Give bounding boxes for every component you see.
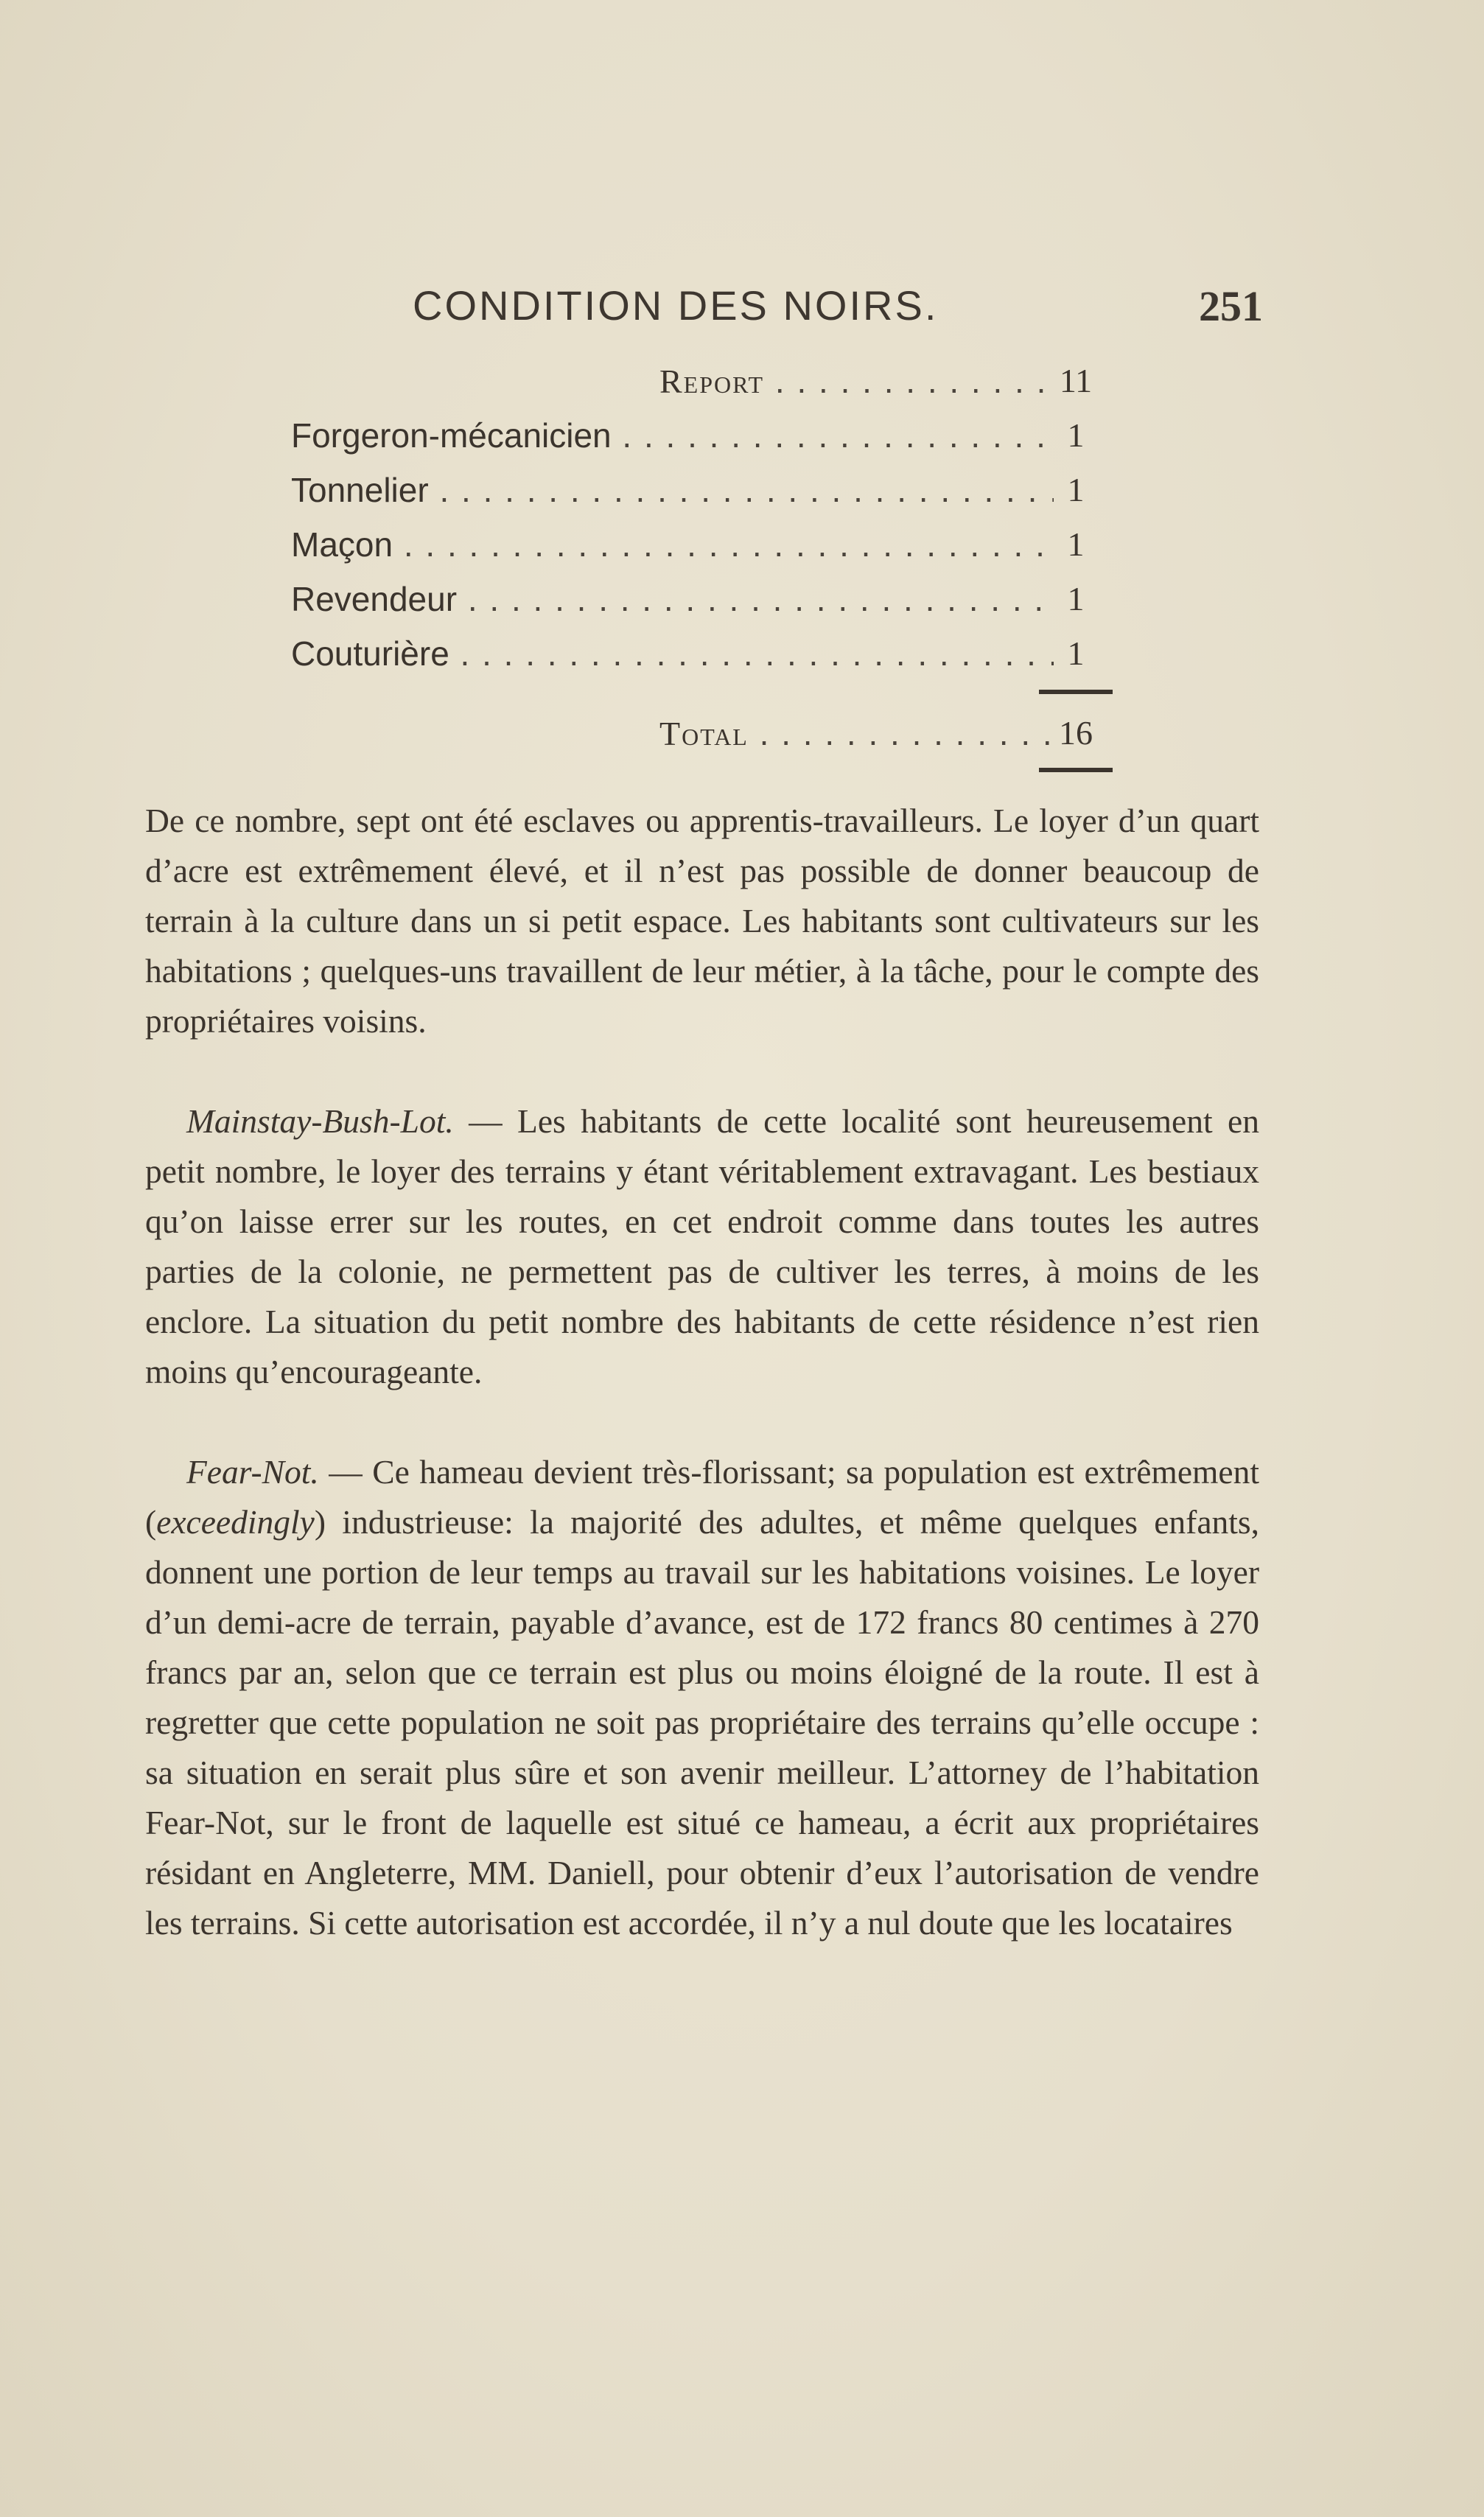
- paragraph-text: ) industrieuse: la majorité des adultes, et même quelques enfants, donnent une portion de leur temps au travail sur les habitations voisines. Le loyer d’un demi-acre de terrain, payable d’avance, est de 172 francs 80 centimes à 270 francs par an, selon que ce terrain est plus ou moins éloigné de la route. Il est à regretter que cette population ne soit pas propriétaire des terrains qu’elle occupe : sa situation en serait plus sûre et son avenir meilleur. L’attorney de l’habitation Fear-Not, sur le front de laquelle est situé ce hameau, a écrit aux propriétaires résidant en Angleterre, MM. Daniell, pour obtenir d’eux l’autorisation de vendre les terrains. Si cette autorisation est accordée, il n’y a nul doute que les locataires: [145, 1503, 1259, 1942]
- tally-row-label: Revendeur: [291, 580, 458, 618]
- running-title: CONDITION DES NOIRS.: [413, 282, 939, 329]
- total-value: 16: [1059, 714, 1093, 752]
- tally-row: [291, 470, 1113, 525]
- report-value: 11: [1059, 362, 1093, 399]
- sum-rule-bottom: [1039, 768, 1113, 772]
- paragraph: [145, 1096, 1259, 1397]
- paragraph-text: — Les habitants de cette localité sont heureusement en petit nombre, le loyer des terrains y étant véritablement extravagant. Les bestiaux qu’on laisse errer sur les routes, en cet endroit comme dans toutes les autres parties de la colonie, ne permettent pas de cultiver les terres, à moins de les enclore. La situation du petit nombre des habitants de cette résidence n’est rien moins qu’encourageante.: [145, 1102, 1259, 1390]
- occupation-tally: [291, 361, 1113, 768]
- tally-row-value: 1: [1067, 471, 1085, 508]
- paragraph: De ce nombre, sept ont été esclaves ou apprentis-travailleurs. Le loyer d’un quart d’acre est extrêmement élevé, et il n’est pas possible de donner beaucoup de terrain à la culture dans un si petit espace. Les habitants sont cultivateurs sur les habitations ; quelques-uns travaillent de leur métier, à la tâche, pour le compte des propriétaires voisins.: [145, 802, 1259, 1040]
- running-header: [0, 281, 1484, 340]
- place-name: Mainstay-Bush-Lot.: [186, 1102, 454, 1140]
- sum-rule-top: [1039, 690, 1113, 694]
- body-text: [145, 796, 1259, 1948]
- tally-row: [291, 634, 1113, 688]
- page-number: 251: [1199, 282, 1263, 330]
- tally-row-value: 1: [1067, 525, 1085, 563]
- tally-row-label: Tonnelier: [291, 471, 429, 509]
- english-gloss: exceedingly: [156, 1503, 315, 1541]
- tally-row-label: Forgeron-mécanicien: [291, 416, 612, 455]
- tally-row: [291, 416, 1113, 470]
- tally-row: [291, 525, 1113, 579]
- paragraph: [145, 1447, 1259, 1948]
- tally-row: [291, 579, 1113, 634]
- tally-row-label: Couturière: [291, 634, 449, 673]
- tally-row-value: 1: [1067, 634, 1085, 672]
- tally-report-row: [291, 361, 1113, 416]
- tally-total-row: [291, 713, 1113, 768]
- report-label: Report: [659, 363, 765, 400]
- tally-row-value: 1: [1067, 580, 1085, 617]
- paragraph-text: — Ce hameau devient très-florissant; sa population est extrêmement (: [145, 1453, 1259, 1541]
- tally-row-label: Maçon: [291, 525, 393, 564]
- tally-row-value: 1: [1067, 416, 1085, 454]
- total-label: Total: [659, 715, 749, 752]
- place-name: Fear-Not.: [186, 1453, 319, 1491]
